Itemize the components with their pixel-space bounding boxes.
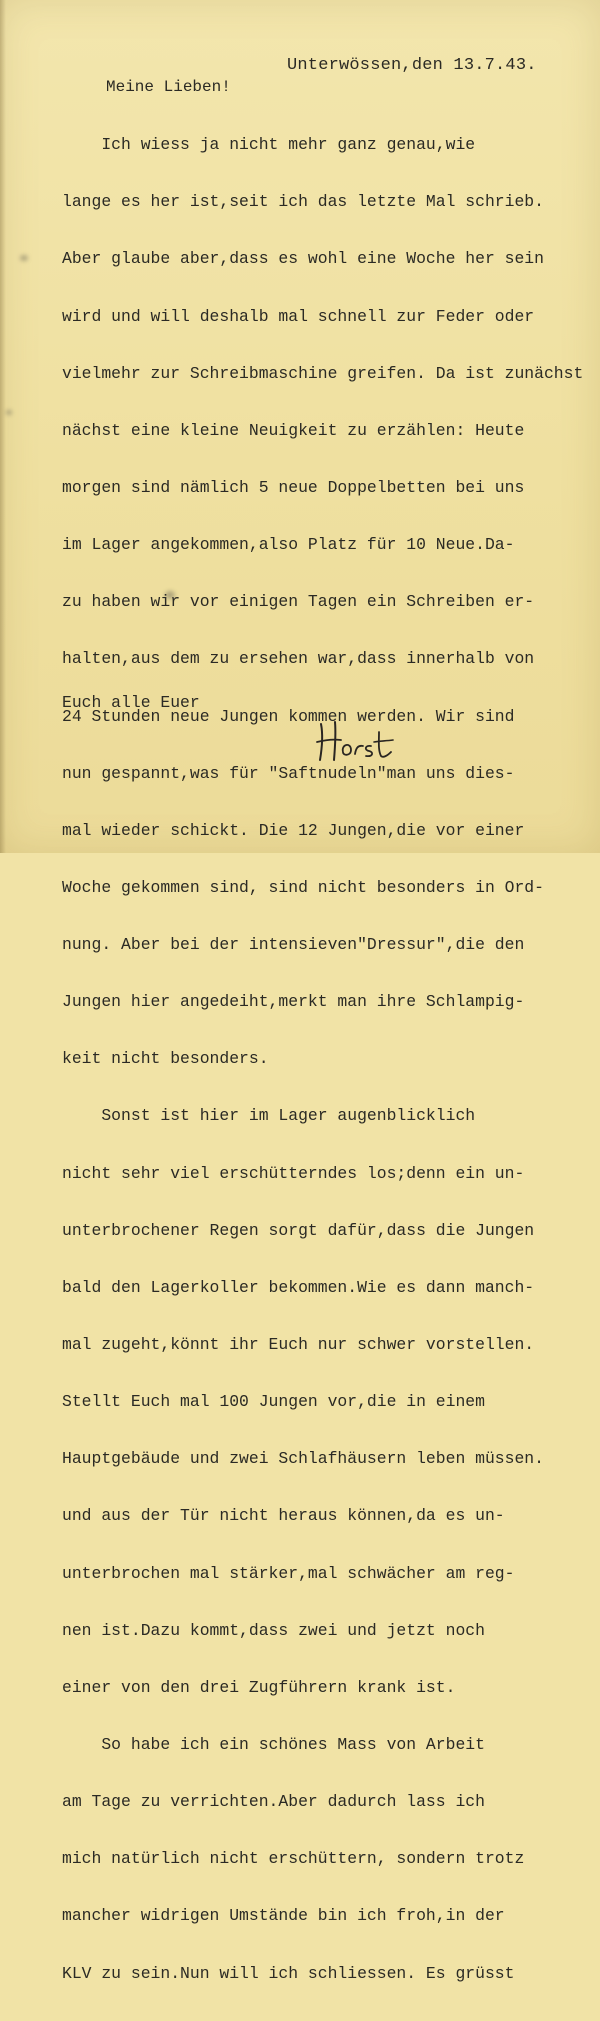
body-line: So habe ich ein schönes Mass von Arbeit — [62, 1735, 485, 1755]
place-date: Unterwössen,den 13.7.43. — [287, 56, 537, 75]
body-line: wird und will deshalb mal schnell zur Feder oder — [62, 306, 535, 326]
body-line: und aus der Tür nicht heraus können,da es un- — [62, 1506, 505, 1526]
body-line: unterbrochen mal stärker,mal schwächer am reg- — [62, 1563, 515, 1583]
body-line: mich natürlich nicht erschüttern, sondern trotz — [62, 1849, 525, 1869]
body-line: halten,aus dem zu ersehen war,dass innerhalb von — [62, 649, 535, 669]
handwritten-signature — [313, 718, 403, 766]
body-line: Aber glaube aber,dass es wohl eine Woche her sein — [62, 249, 544, 269]
body-line: nächst eine kleine Neuigkeit zu erzählen: Heute — [62, 420, 525, 440]
body-line: morgen sind nämlich 5 neue Doppelbetten bei uns — [62, 477, 525, 497]
body-line: lange es her ist,seit ich das letzte Mal schrieb. — [62, 192, 544, 212]
body-line: keit nicht besonders. — [62, 1049, 269, 1069]
closing: Euch alle Euer — [62, 693, 200, 712]
ink-smudge — [6, 410, 12, 415]
body-line: Ich wiess ja nicht mehr ganz genau,wie — [62, 135, 476, 155]
paper-edge-shadow — [0, 0, 6, 853]
body-line: nun gespannt,was für "Saftnudeln"man uns dies- — [62, 763, 515, 783]
ink-smudge — [20, 255, 28, 261]
body-line: Hauptgebäude und zwei Schlafhäusern leben müssen. — [62, 1449, 544, 1469]
body-line: mal wieder schickt. Die 12 Jungen,die vor einer — [62, 820, 525, 840]
body-line: mancher widrigen Umstände bin ich froh,in der — [62, 1906, 505, 1926]
body-line: im Lager angekommen,also Platz für 10 Neue.Da- — [62, 535, 515, 555]
body-line: nen ist.Dazu kommt,dass zwei und jetzt noch — [62, 1620, 485, 1640]
body-line: unterbrochener Regen sorgt dafür,dass die Jungen — [62, 1220, 535, 1240]
salutation: Meine Lieben! — [106, 78, 231, 96]
body-line: zu haben wir vor einigen Tagen ein Schreiben er- — [62, 592, 535, 612]
body-line: vielmehr zur Schreibmaschine greifen. Da ist zunächst — [62, 363, 584, 383]
body-line: mal zugeht,könnt ihr Euch nur schwer vorstellen. — [62, 1335, 535, 1355]
body-line: Stellt Euch mal 100 Jungen vor,die in einem — [62, 1392, 485, 1412]
body-line: am Tage zu verrichten.Aber dadurch lass ich — [62, 1792, 485, 1812]
body-line: 24 Stunden neue Jungen kommen werden. Wir sind — [62, 706, 515, 726]
body-line: einer von den drei Zugführern krank ist. — [62, 1677, 456, 1697]
ink-smudge — [165, 591, 175, 599]
body-line: nung. Aber bei der intensieven"Dressur",die den — [62, 935, 525, 955]
body-line: Sonst ist hier im Lager augenblicklich — [62, 1106, 476, 1126]
letter-body — [62, 97, 583, 2021]
body-line: Woche gekommen sind, sind nicht besonders in Ord- — [62, 877, 544, 897]
body-line: Jungen hier angedeiht,merkt man ihre Schlampig- — [62, 992, 525, 1012]
body-line: KLV zu sein.Nun will ich schliessen. Es grüsst — [62, 1963, 515, 1983]
body-line: nicht sehr viel erschütterndes los;denn ein un- — [62, 1163, 525, 1183]
body-line: bald den Lagerkoller bekommen.Wie es dann manch- — [62, 1277, 535, 1297]
